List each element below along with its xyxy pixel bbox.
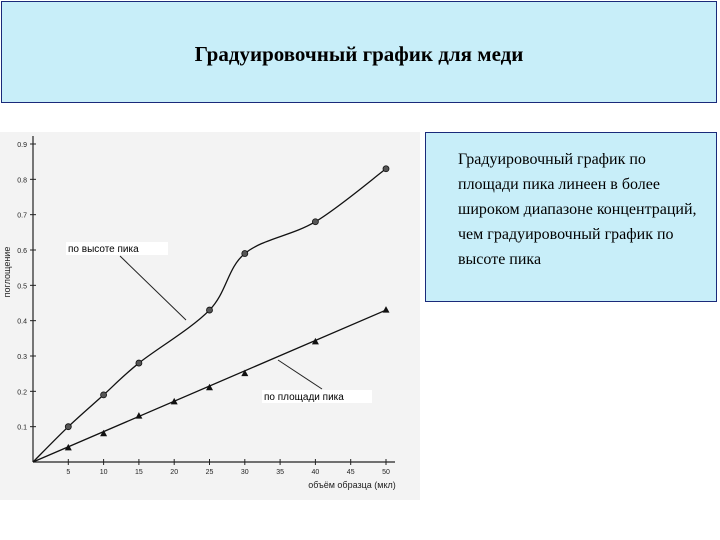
x-tick-label: 5 [66, 469, 71, 476]
data-point [65, 444, 72, 451]
y-tick-label: 0.4 [17, 318, 27, 326]
y-tick-label: 0.5 [17, 283, 27, 291]
data-point [136, 360, 142, 366]
data-point [101, 392, 107, 398]
data-point [65, 424, 71, 430]
x-axis-label: объём образца (мкл) [308, 480, 396, 490]
x-tick-label: 10 [99, 469, 108, 476]
series-label-height: по высоте пика [68, 244, 139, 255]
data-point [383, 306, 390, 313]
chart-area [0, 132, 420, 500]
data-point [383, 166, 389, 172]
slide-title: Градуировочный график для меди [194, 42, 524, 66]
data-point [207, 307, 213, 313]
leader-line-height [120, 256, 186, 320]
x-tick-label: 40 [311, 469, 320, 476]
y-tick-label: 0.3 [17, 354, 27, 361]
x-tick-label: 35 [276, 469, 284, 476]
y-axis-label: поглощение [2, 246, 12, 298]
data-point [241, 370, 248, 377]
y-tick-label: 0.6 [17, 248, 27, 255]
series-line-1 [33, 169, 386, 462]
y-tick-label: 0.2 [17, 389, 27, 397]
title-box [1, 1, 717, 103]
data-point [171, 398, 178, 405]
x-tick-label: 15 [135, 469, 143, 476]
x-tick-label: 25 [205, 469, 214, 476]
note-box [425, 132, 717, 302]
data-point [312, 219, 318, 225]
x-tick-label: 50 [382, 469, 390, 476]
x-tick-label: 30 [240, 469, 249, 476]
series-label-area: по площади пика [264, 392, 344, 403]
y-tick-label: 0.8 [17, 177, 27, 185]
calibration-chart [0, 132, 420, 500]
x-tick-label: 20 [170, 469, 179, 476]
y-tick-label: 0.7 [17, 212, 27, 220]
x-tick-label: 45 [346, 469, 355, 476]
data-point [242, 251, 248, 257]
y-tick-label: 0.9 [17, 142, 27, 149]
note-text: Градуировочный график по площади пика линеен в более широком диапазоне концентраций, чем градуировочный график по высоте пика [458, 151, 697, 268]
leader-line-area [278, 360, 322, 389]
y-tick-label: 0.1 [17, 424, 27, 432]
